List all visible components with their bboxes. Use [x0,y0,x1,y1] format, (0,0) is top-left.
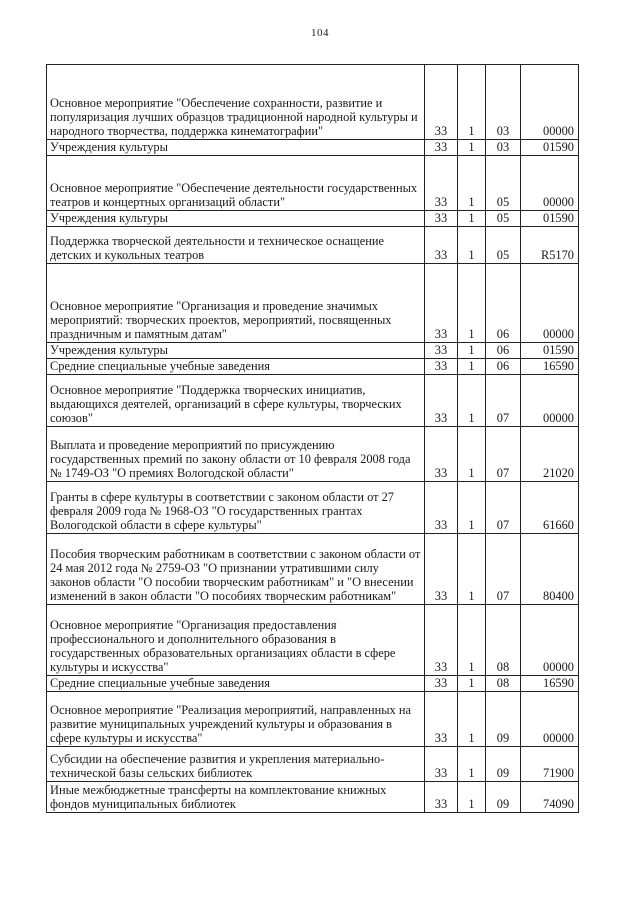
code-cell-3: 06 [486,264,521,343]
code-cell-3: 09 [486,692,521,747]
row-name-cell: Учреждения культуры [47,343,425,359]
code-cell-4: 74090 [521,782,579,813]
code-cell-2: 1 [458,211,486,227]
row-name-cell: Субсидии на обеспечение развития и укрепления материально-технической базы сельских библиотек [47,747,425,782]
row-name-cell: Поддержка творческой деятельности и техническое оснащение детских и кукольных театров [47,227,425,264]
row-name-cell: Пособия творческим работникам в соответствии с законом области от 24 мая 2012 года № 2759-ОЗ "О признании утратившими силу законов области "О пособии творческим работникам" и "О внесении изменений в закон области "О пособиях творческим работникам" [47,534,425,605]
code-cell-2: 1 [458,482,486,534]
table-row [47,227,579,264]
code-cell-3: 07 [486,482,521,534]
table-row [47,65,579,140]
row-name-cell: Основное мероприятие "Обеспечение сохранности, развитие и популяризация лучших образцов традиционной народной культуры и народного творчества, поддержка кинематографии" [47,65,425,140]
table-row [47,692,579,747]
row-name-cell: Учреждения культуры [47,140,425,156]
code-cell-4: 00000 [521,264,579,343]
code-cell-3: 08 [486,676,521,692]
table-row [47,747,579,782]
table-row [47,534,579,605]
code-cell-3: 03 [486,140,521,156]
code-cell-1: 33 [425,375,458,427]
code-cell-2: 1 [458,692,486,747]
code-cell-2: 1 [458,140,486,156]
code-cell-4: 16590 [521,359,579,375]
code-cell-1: 33 [425,359,458,375]
code-cell-4: 00000 [521,65,579,140]
code-cell-2: 1 [458,375,486,427]
code-cell-3: 06 [486,359,521,375]
code-cell-1: 33 [425,156,458,211]
row-name-cell: Основное мероприятие "Реализация мероприятий, направленных на развитие муниципальных учреждений культуры и образования в сфере культуры и искусства" [47,692,425,747]
table-row [47,782,579,813]
code-cell-1: 33 [425,747,458,782]
code-cell-1: 33 [425,676,458,692]
budget-classification-table [46,64,579,813]
table-row [47,482,579,534]
row-name-cell: Учреждения культуры [47,211,425,227]
code-cell-1: 33 [425,227,458,264]
code-cell-2: 1 [458,227,486,264]
table-row [47,264,579,343]
code-cell-1: 33 [425,264,458,343]
code-cell-2: 1 [458,747,486,782]
code-cell-4: 00000 [521,156,579,211]
table-row [47,156,579,211]
code-cell-1: 33 [425,482,458,534]
row-name-cell: Средние специальные учебные заведения [47,359,425,375]
code-cell-1: 33 [425,692,458,747]
code-cell-2: 1 [458,534,486,605]
code-cell-3: 09 [486,747,521,782]
table-row [47,427,579,482]
code-cell-1: 33 [425,211,458,227]
row-name-cell: Иные межбюджетные трансферты на комплектование книжных фондов муниципальных библиотек [47,782,425,813]
row-name-cell: Средние специальные учебные заведения [47,676,425,692]
row-name-cell: Выплата и проведение мероприятий по присуждению государственных премий по закону области от 10 февраля 2008 года № 1749-ОЗ "О премиях Вологодской области" [47,427,425,482]
code-cell-4: 21020 [521,427,579,482]
code-cell-3: 05 [486,211,521,227]
code-cell-3: 07 [486,427,521,482]
row-name-cell: Основное мероприятие "Организация предоставления профессионального и дополнительного образования в государственных образовательных организациях области в сфере культуры и искусства" [47,605,425,676]
code-cell-3: 08 [486,605,521,676]
code-cell-4: 80400 [521,534,579,605]
code-cell-4: 00000 [521,375,579,427]
code-cell-2: 1 [458,782,486,813]
code-cell-2: 1 [458,156,486,211]
table-row [47,211,579,227]
row-name-cell: Основное мероприятие "Организация и проведение значимых мероприятий: творческих проектов, мероприятий, посвященных праздничным и памятным датам" [47,264,425,343]
code-cell-2: 1 [458,343,486,359]
code-cell-1: 33 [425,427,458,482]
code-cell-4: 61660 [521,482,579,534]
code-cell-3: 09 [486,782,521,813]
table-row [47,605,579,676]
code-cell-2: 1 [458,359,486,375]
row-name-cell: Основное мероприятие "Обеспечение деятельности государственных театров и концертных организаций области" [47,156,425,211]
code-cell-2: 1 [458,427,486,482]
code-cell-1: 33 [425,343,458,359]
code-cell-1: 33 [425,782,458,813]
code-cell-3: 05 [486,156,521,211]
table-row [47,375,579,427]
code-cell-2: 1 [458,264,486,343]
code-cell-4: 16590 [521,676,579,692]
code-cell-4: 71900 [521,747,579,782]
code-cell-4: R5170 [521,227,579,264]
table-row [47,343,579,359]
code-cell-1: 33 [425,605,458,676]
code-cell-2: 1 [458,676,486,692]
code-cell-1: 33 [425,534,458,605]
code-cell-4: 00000 [521,692,579,747]
code-cell-4: 01590 [521,211,579,227]
code-cell-4: 01590 [521,140,579,156]
code-cell-2: 1 [458,65,486,140]
code-cell-2: 1 [458,605,486,676]
table-row [47,676,579,692]
table-body [47,65,579,813]
table-row [47,140,579,156]
code-cell-3: 03 [486,65,521,140]
code-cell-3: 06 [486,343,521,359]
page-number: 104 [311,27,329,39]
code-cell-1: 33 [425,65,458,140]
code-cell-4: 00000 [521,605,579,676]
row-name-cell: Основное мероприятие "Поддержка творческих инициатив, выдающихся деятелей, организаций в сфере культуры, творческих союзов" [47,375,425,427]
table-row [47,359,579,375]
code-cell-3: 07 [486,375,521,427]
code-cell-1: 33 [425,140,458,156]
row-name-cell: Гранты в сфере культуры в соответствии с законом области от 27 февраля 2009 года № 1968-ОЗ "О государственных грантах Вологодской области в сфере культуры" [47,482,425,534]
code-cell-4: 01590 [521,343,579,359]
code-cell-3: 05 [486,227,521,264]
code-cell-3: 07 [486,534,521,605]
